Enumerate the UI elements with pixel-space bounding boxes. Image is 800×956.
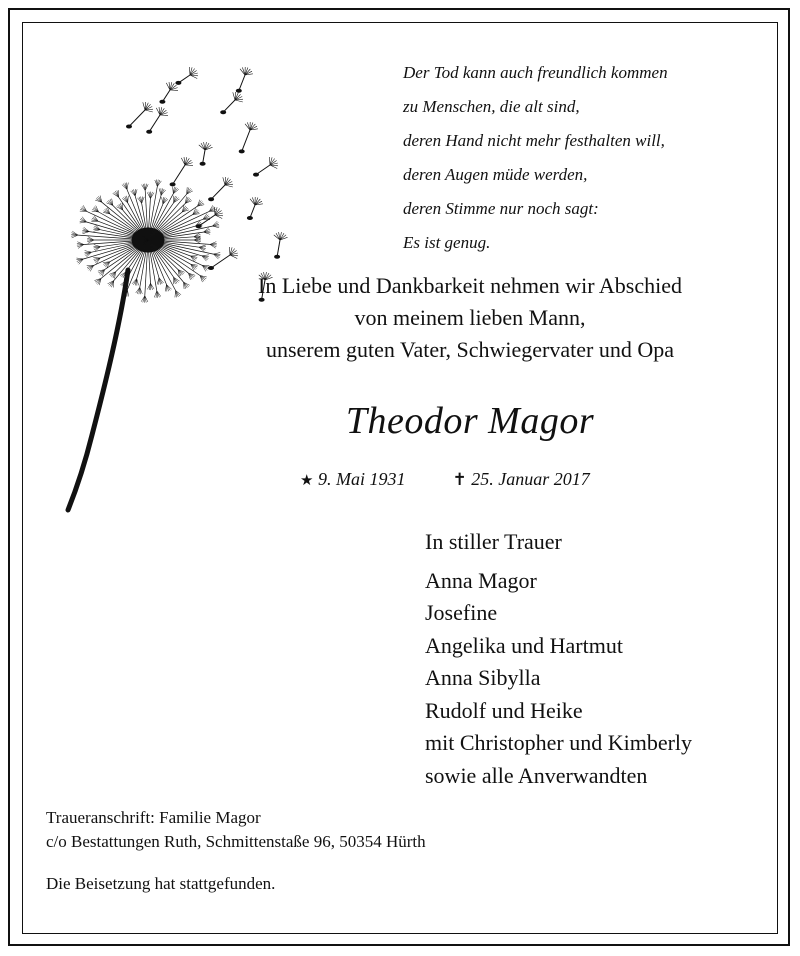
farewell-line: unserem guten Vater, Schwiegervater und Opa <box>265 337 675 362</box>
poem-line: deren Hand nicht mehr festhalten will, <box>403 131 665 150</box>
mourners-block <box>425 526 692 792</box>
farewell-text <box>190 270 750 366</box>
address-line: c/o Bestattungen Ruth, Schmittenstaße 96, 50354 Hürth <box>46 832 426 851</box>
mourner-name: Josefine <box>425 600 498 625</box>
poem <box>403 56 783 260</box>
footer <box>46 806 426 896</box>
deceased-name: Theodor Magor <box>345 400 595 442</box>
mourner-name: mit Christopher und Kimberly <box>425 730 693 755</box>
farewell-line: von meinem lieben Mann, <box>354 305 586 330</box>
mourner-name: Angelika und Hartmut <box>425 632 623 658</box>
mourner-name: Rudolf und Heike <box>425 697 583 723</box>
mourner-name: Anna Sibylla <box>425 665 541 690</box>
death-date: 25. Januar 2017 <box>471 469 590 489</box>
birth-date: 9. Mai 1931 <box>317 469 406 489</box>
poem-line: Der Tod kann auch freundlich kommen <box>403 63 668 82</box>
burial-note: Die Beisetzung hat stattgefunden. <box>46 874 276 893</box>
life-dates <box>300 466 720 494</box>
mourner-name: Anna Magor <box>425 567 537 593</box>
cross-icon: ✝ <box>452 470 467 489</box>
poem-line: deren Augen müde werden, <box>403 165 588 184</box>
poem-line: Es ist genug. <box>403 233 491 252</box>
mourners-heading: In stiller Trauer <box>425 529 562 554</box>
star-icon: ★ <box>300 473 314 489</box>
poem-line: zu Menschen, die alt sind, <box>403 97 580 116</box>
farewell-line: In Liebe und Dankbarkeit nehmen wir Abschied <box>258 273 682 298</box>
mourner-name: sowie alle Anverwandten <box>425 762 648 788</box>
address-line: Traueranschrift: Familie Magor <box>46 808 261 827</box>
poem-line: deren Stimme nur noch sagt: <box>403 199 599 218</box>
